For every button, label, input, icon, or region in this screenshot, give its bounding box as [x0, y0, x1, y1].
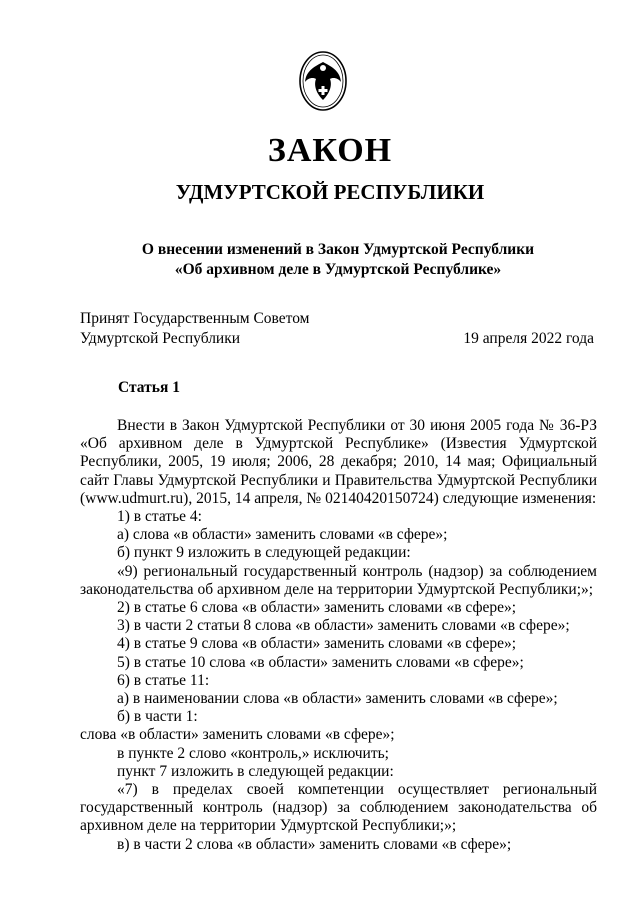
- document-subtitle: УДМУРТСКОЙ РЕСПУБЛИКИ: [175, 180, 485, 204]
- paragraph: б) пункт 9 изложить в следующей редакции:: [117, 544, 411, 562]
- paragraph: 4) в статье 9 слова «в области» заменить словами «в сфере»;: [117, 635, 517, 653]
- paragraph: пункт 7 изложить в следующей редакции:: [117, 762, 394, 780]
- paragraph: б) в части 1:: [117, 708, 198, 726]
- adoption-line-2: Удмуртской Республики: [80, 330, 241, 347]
- adoption-note: [80, 309, 310, 349]
- paragraph: «7) в пределах своей компетенции осуществляет региональный государственный контроль (надзор) за соблюдением законодательства об архивном деле на территории Удмуртской Республики;»;: [80, 781, 597, 835]
- paragraph: «9) региональный государственный контроль (надзор) за соблюдением законодательства об архивном деле на территории Удмуртской Республики;»;: [80, 562, 597, 598]
- adoption-date: 19 апреля 2022 года: [463, 330, 594, 347]
- paragraph: Внести в Закон Удмуртской Республики от 30 июня 2005 года № 36-РЗ «Об архивном деле в Удмуртской Республике» (Известия Удмуртской Республики, 2005, 19 июля; 2006, 28 декабря; 2010, 14 мая; Официальный сайт Главы Удмуртской Республики и Правительства Удмуртской Республики (www.udmurt.ru), 2015, 14 апреля, № 02140420150724) следующие изменения:: [80, 417, 597, 507]
- paragraph: в пункте 2 слово «контроль,» исключить;: [117, 744, 389, 762]
- paragraph: в) в части 2 слова «в области» заменить словами «в сфере»;: [117, 835, 512, 853]
- paragraph: слова «в области» заменить словами «в сфере»;: [80, 726, 395, 744]
- adoption-line-1: Принят Государственным Советом: [80, 310, 310, 327]
- coat-of-arms-emblem: [298, 50, 348, 112]
- article-heading: Статья 1: [118, 379, 180, 396]
- paragraph: 2) в статье 6 слова «в области» заменить словами «в сфере»;: [117, 599, 517, 617]
- law-name-line-2: «Об архивном деле в Удмуртской Республике»: [174, 261, 502, 278]
- law-name-line-1: О внесении изменений в Закон Удмуртской Республики: [141, 241, 535, 258]
- paragraph: 1) в статье 4:: [117, 508, 202, 526]
- article-body: [80, 417, 597, 854]
- paragraph: а) в наименовании слова «в области» заменить словами «в сфере»;: [117, 690, 558, 708]
- paragraph: 5) в статье 10 слова «в области» заменить словами «в сфере»;: [117, 653, 524, 671]
- paragraph: а) слова «в области» заменить словами «в сфере»;: [117, 526, 448, 544]
- paragraph: 6) в статье 11:: [117, 671, 210, 689]
- law-name: [0, 240, 640, 280]
- paragraph: 3) в части 2 статьи 8 слова «в области» заменить словами «в сфере»;: [117, 617, 570, 635]
- document-title: ЗАКОН: [267, 132, 393, 169]
